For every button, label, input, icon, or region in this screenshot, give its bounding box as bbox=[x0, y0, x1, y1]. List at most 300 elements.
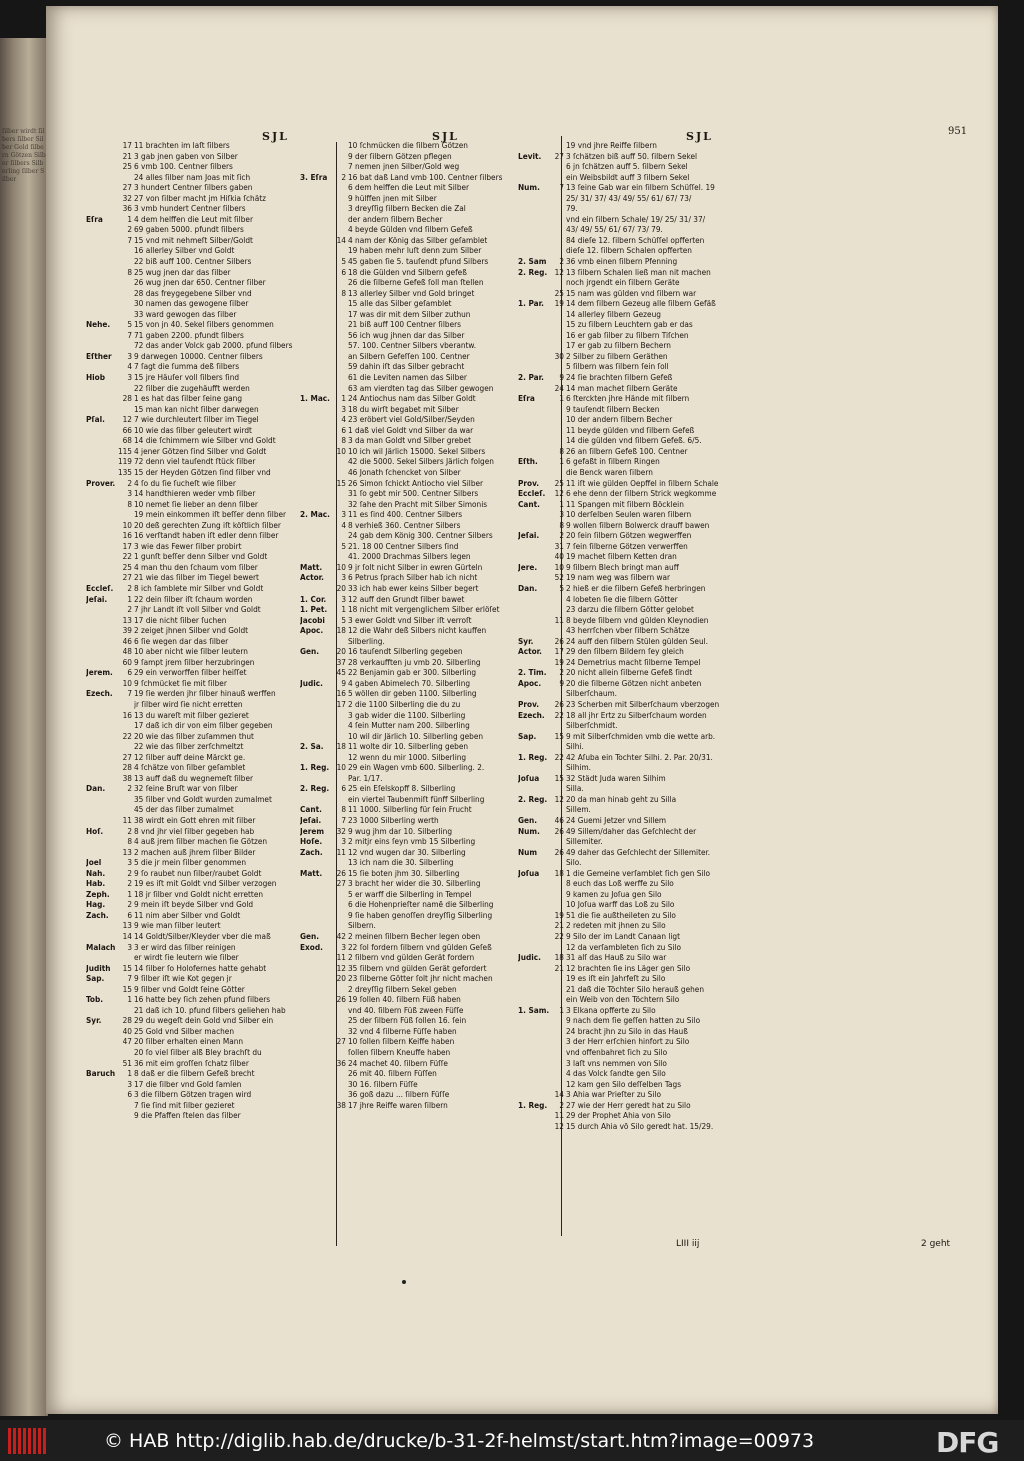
index-entry bbox=[518, 330, 753, 341]
chapter-number bbox=[546, 625, 566, 636]
index-entry bbox=[518, 267, 753, 278]
chapter-number: 6 bbox=[341, 266, 346, 277]
entry-text: 6 die Hohenprieſter namē die Silberling bbox=[348, 899, 494, 910]
book-abbrev bbox=[300, 224, 328, 235]
index-entry bbox=[86, 383, 332, 394]
hab-logo-icon bbox=[8, 1428, 50, 1454]
book-abbrev bbox=[86, 847, 114, 858]
entry-text: 24 Antiochus nam das Silber Goldt bbox=[348, 393, 476, 404]
index-entry bbox=[518, 604, 753, 615]
index-entry bbox=[518, 836, 753, 847]
index-entry bbox=[300, 245, 530, 256]
book-abbrev: Joſua bbox=[518, 772, 540, 783]
book-abbrev bbox=[300, 467, 328, 478]
index-entry bbox=[518, 319, 753, 330]
book-abbrev bbox=[518, 1068, 546, 1079]
index-entry bbox=[518, 351, 753, 362]
index-entry bbox=[518, 340, 753, 351]
index-entry bbox=[300, 1026, 530, 1037]
chapter-number: 11 bbox=[122, 815, 132, 825]
entry-text: 3 dreyſſig ſilbern Becken die Zal bbox=[348, 203, 466, 214]
chapter-number: 16 bbox=[122, 709, 132, 720]
book-abbrev bbox=[518, 541, 546, 552]
book-abbrev bbox=[518, 572, 546, 583]
left-page-edge bbox=[0, 38, 48, 1416]
book-abbrev: Hiob bbox=[86, 372, 106, 383]
chapter-number bbox=[114, 741, 134, 752]
index-entry bbox=[300, 931, 530, 942]
index-entry bbox=[86, 910, 332, 921]
chapter-number: 3 bbox=[341, 836, 346, 847]
index-entry bbox=[86, 203, 332, 214]
entry-text: 6 ehe denn der ſilbern Strick wegkomme bbox=[566, 488, 717, 499]
entry-text: 3 laſt vns nemmen von Silo bbox=[566, 1057, 667, 1068]
index-entry bbox=[518, 224, 753, 235]
book-abbrev bbox=[86, 151, 114, 162]
index-entry bbox=[300, 688, 530, 699]
index-entry bbox=[300, 288, 530, 299]
book-abbrev: Sap. bbox=[518, 730, 537, 741]
book-abbrev bbox=[86, 309, 114, 320]
entry-text: 23 eröbert viel Gold/Silber/Seyden bbox=[348, 414, 475, 425]
index-entry bbox=[518, 551, 753, 562]
entry-text: ein viertel Taubenmiſt fünff Silberling bbox=[348, 793, 485, 804]
index-entry bbox=[300, 973, 530, 984]
chapter-number: 12 bbox=[554, 266, 564, 277]
index-entry bbox=[518, 214, 753, 225]
book-abbrev bbox=[86, 720, 114, 731]
index-entry bbox=[300, 1036, 530, 1047]
index-entry bbox=[86, 361, 332, 372]
chapter-number: 3 bbox=[341, 593, 346, 604]
index-entry bbox=[300, 530, 530, 541]
entry-text: 35 ſilbern vnd gülden Gerät gefordert bbox=[348, 962, 487, 973]
index-entry bbox=[86, 478, 332, 489]
book-abbrev bbox=[518, 615, 546, 626]
index-entry bbox=[86, 330, 332, 341]
chapter-number bbox=[328, 309, 348, 320]
header-right: SJL bbox=[686, 130, 713, 143]
book-abbrev bbox=[300, 214, 328, 225]
book-abbrev bbox=[86, 1058, 114, 1069]
chapter-number: 1 bbox=[127, 593, 132, 604]
entry-text: 19 nam weg was ſilbern war bbox=[566, 572, 671, 583]
book-abbrev bbox=[300, 857, 328, 868]
entry-text: 71 gaben 2200. pfundt ſilbers bbox=[134, 329, 244, 340]
index-entry bbox=[86, 615, 332, 626]
index-entry bbox=[518, 572, 753, 583]
entry-text: 20 die ſilberne Götzen nicht anbeten bbox=[566, 677, 702, 688]
entry-text: 26 wug jnen dar 650. Centner ſilber bbox=[134, 277, 266, 288]
index-entry bbox=[300, 678, 530, 689]
chapter-number: 7 bbox=[127, 329, 132, 340]
entry-text: 32 vnd 4 ſilberne Füſſe haben bbox=[348, 1025, 457, 1036]
chapter-number: 6 bbox=[127, 667, 132, 678]
chapter-number: 12 bbox=[336, 962, 346, 973]
index-entry bbox=[300, 572, 530, 583]
index-entry bbox=[300, 625, 530, 636]
dfg-logo: DFG bbox=[936, 1426, 999, 1459]
book-abbrev bbox=[518, 1079, 546, 1090]
index-entry bbox=[86, 604, 332, 615]
entry-text: 33 ich hab ewer keins Silber begert bbox=[348, 582, 479, 593]
entry-text: 24 Guemi Jetzer vnd Sillem bbox=[566, 815, 667, 825]
chapter-number bbox=[546, 1068, 566, 1079]
chapter-number bbox=[546, 878, 566, 889]
book-abbrev bbox=[518, 172, 546, 183]
book-abbrev bbox=[300, 288, 328, 299]
index-entry bbox=[300, 488, 530, 499]
entry-text: 29 den ſilbern Bildern ſey gleich bbox=[566, 646, 684, 657]
book-abbrev: Eſther bbox=[86, 350, 112, 361]
entry-text: 14 allerley ſilbern Gezeug bbox=[566, 308, 661, 319]
entry-text: 18 all jhr Ertz zu Silberſchaum worden bbox=[566, 709, 707, 720]
entry-text: 24 machet 40. ſilbern Füſſe bbox=[348, 1057, 448, 1068]
book-abbrev bbox=[518, 140, 546, 151]
chapter-number: 25 bbox=[122, 561, 132, 572]
book-abbrev: Eſra bbox=[86, 213, 103, 224]
book-abbrev bbox=[518, 245, 546, 256]
chapter-number: 11 bbox=[554, 614, 564, 625]
index-entry bbox=[518, 1036, 753, 1047]
chapter-number bbox=[328, 245, 348, 256]
index-entry bbox=[86, 741, 332, 752]
book-abbrev bbox=[300, 140, 328, 151]
index-entry bbox=[300, 942, 530, 953]
book-abbrev bbox=[300, 1005, 328, 1016]
chapter-number bbox=[328, 752, 348, 763]
index-entry bbox=[86, 414, 332, 425]
index-entry bbox=[86, 1089, 332, 1100]
copyright-url[interactable]: © HAB http://diglib.hab.de/drucke/b-31-2f-helmst/start.htm?image=00973 bbox=[104, 1430, 815, 1452]
book-abbrev: Eſth. bbox=[518, 456, 538, 467]
chapter-number: 22 bbox=[554, 751, 564, 762]
book-abbrev: 2. Par. bbox=[518, 372, 544, 383]
entry-text: 3 der Herr erſchien hinfort zu Silo bbox=[566, 1036, 690, 1047]
entry-text: dieſe 12. ſilbern Schalen opfferten bbox=[566, 245, 692, 256]
chapter-number: 16 bbox=[122, 530, 132, 541]
book-abbrev bbox=[300, 414, 328, 425]
chapter-number: 17 bbox=[554, 646, 564, 657]
chapter-number bbox=[546, 741, 566, 752]
book-abbrev: Judith bbox=[86, 962, 111, 973]
entry-text: 12 die Wahr deß Silbers nicht kauffen bbox=[348, 625, 487, 636]
book-abbrev: 1. Cor. bbox=[300, 593, 327, 604]
book-abbrev bbox=[518, 361, 546, 372]
index-entry bbox=[518, 942, 753, 953]
entry-text: 20 ſein ſilbern Götzen wegwerffen bbox=[566, 530, 692, 541]
chapter-number bbox=[546, 1058, 566, 1069]
chapter-number: 28 bbox=[122, 393, 132, 404]
book-abbrev bbox=[300, 984, 328, 995]
index-entry bbox=[300, 1047, 530, 1058]
chapter-number: 6 bbox=[127, 909, 132, 920]
chapter-number: 27 bbox=[336, 1036, 346, 1047]
book-abbrev: 1. Mac. bbox=[300, 393, 330, 404]
index-entry bbox=[86, 562, 332, 573]
book-abbrev: Zach. bbox=[86, 909, 109, 920]
index-entry bbox=[86, 667, 332, 678]
chapter-number bbox=[546, 857, 566, 868]
index-entry bbox=[300, 826, 530, 837]
entry-text: 26 an ſilbern Gefeß 100. Centner bbox=[566, 445, 688, 456]
chapter-number: 22 bbox=[554, 931, 564, 942]
entry-text: 12 ſilber auff deine Märckt ge. bbox=[134, 751, 246, 762]
book-abbrev bbox=[518, 857, 546, 868]
chapter-number: 8 bbox=[341, 287, 346, 298]
book-abbrev bbox=[300, 309, 328, 320]
chapter-number: 3 bbox=[341, 572, 346, 583]
chapter-number: 8 bbox=[341, 804, 346, 815]
index-entry bbox=[86, 1036, 332, 1047]
entry-text: 3 hundert Centner ſilbers gaben bbox=[134, 182, 253, 193]
index-entry bbox=[518, 235, 753, 246]
book-abbrev bbox=[300, 963, 328, 974]
book-abbrev: 2. Mac. bbox=[300, 509, 330, 520]
entry-text: 3 bracht her wider die 30. Silberling bbox=[348, 878, 481, 889]
entry-text: 45 der das ſilber zumalmet bbox=[134, 804, 234, 815]
entry-text: 9 der ſilbern Götzen pflegen bbox=[348, 150, 452, 161]
index-entry bbox=[518, 435, 753, 446]
index-entry bbox=[300, 963, 530, 974]
index-entry bbox=[86, 994, 332, 1005]
index-entry bbox=[300, 1089, 530, 1100]
book-abbrev bbox=[518, 351, 546, 362]
index-entry bbox=[518, 488, 753, 499]
book-abbrev bbox=[300, 710, 328, 721]
index-entry bbox=[518, 868, 753, 879]
entry-text: 11 iſt wie gülden Oepffel in ſilbern Schale bbox=[566, 477, 719, 488]
entry-text: 26 die ſilberne Gefeß ſoll man ſtellen bbox=[348, 277, 484, 288]
index-entry bbox=[86, 372, 332, 383]
book-abbrev bbox=[518, 435, 546, 446]
index-entry bbox=[86, 594, 332, 605]
index-entry bbox=[86, 245, 332, 256]
chapter-number: 8 bbox=[559, 445, 564, 456]
index-entry bbox=[518, 1026, 753, 1037]
book-abbrev: 2. Reg. bbox=[300, 783, 330, 794]
entry-text: 22 biß auff 100. Centner Silbers bbox=[134, 256, 252, 267]
index-entry bbox=[518, 530, 753, 541]
book-abbrev bbox=[300, 541, 328, 552]
catchword: 2 geht bbox=[921, 1239, 951, 1249]
chapter-number bbox=[114, 720, 134, 731]
book-abbrev: Gen. bbox=[518, 815, 538, 825]
entry-text: Par. 1/17. bbox=[348, 772, 383, 783]
index-entry bbox=[300, 889, 530, 900]
entry-text: 23 ſilberne Götter ſolt jhr nicht machen bbox=[348, 973, 493, 984]
chapter-number: 19 bbox=[554, 298, 564, 309]
header-middle: SJL bbox=[432, 130, 459, 143]
chapter-number: 15 bbox=[122, 962, 132, 973]
book-abbrev bbox=[86, 646, 114, 657]
index-entry bbox=[300, 847, 530, 858]
entry-text: 16 tauſendt Silberling gegeben bbox=[348, 646, 463, 657]
book-abbrev bbox=[300, 657, 328, 668]
chapter-number bbox=[546, 425, 566, 436]
book-abbrev bbox=[86, 562, 114, 573]
entry-text: 3 er wird das ſilber reinigen bbox=[134, 941, 236, 952]
entry-text: 10 wie das ſilber geleutert wirdt bbox=[134, 424, 252, 435]
chapter-number: 9 bbox=[559, 372, 564, 383]
chapter-number bbox=[546, 172, 566, 183]
entry-text: 25 ein Eſelskopff 8. Silberling bbox=[348, 783, 456, 794]
entry-text: 11 nim aber Silber vnd Goldt bbox=[134, 909, 241, 920]
chapter-number: 32 bbox=[122, 192, 132, 203]
chapter-number bbox=[328, 899, 348, 910]
index-entry bbox=[518, 172, 753, 183]
index-entry bbox=[300, 562, 530, 573]
chapter-number: 1 bbox=[559, 498, 564, 509]
index-entry bbox=[518, 393, 753, 404]
entry-text: 4 dem helffen die Leut mit ſilber bbox=[134, 213, 253, 224]
entry-text: 10 der andern ſilbern Becher bbox=[566, 414, 673, 425]
index-entry bbox=[518, 1079, 753, 1090]
chapter-number: 3 bbox=[341, 941, 346, 952]
index-entry bbox=[518, 773, 753, 784]
chapter-number bbox=[546, 414, 566, 425]
chapter-number: 39 bbox=[122, 625, 132, 636]
entry-text: 14 ſilber ſo Holofernes hatte gehabt bbox=[134, 962, 267, 973]
entry-text: 10 wil dir Järlich 10. Silberling geben bbox=[348, 730, 484, 741]
entry-text: Silberſchaum. bbox=[566, 688, 618, 699]
chapter-number: 5 bbox=[341, 614, 346, 625]
book-abbrev bbox=[518, 1089, 546, 1100]
entry-text: 12 wenn du mir 1000. Silberling bbox=[348, 751, 467, 762]
chapter-number bbox=[114, 245, 134, 256]
index-entry bbox=[86, 467, 332, 478]
entry-text: 5 ſilbern was ſilbern ſein ſoll bbox=[566, 361, 669, 372]
entry-text: 61 die Leviten namen das Silber bbox=[348, 372, 467, 383]
index-entry bbox=[86, 973, 332, 984]
entry-text: 6 gefaßt in ſilbern Ringen bbox=[566, 456, 660, 467]
index-entry bbox=[86, 172, 332, 183]
index-entry bbox=[518, 151, 753, 162]
chapter-number: 25 bbox=[554, 477, 564, 488]
index-entry bbox=[300, 636, 530, 647]
chapter-number bbox=[114, 804, 134, 815]
book-abbrev: 2. Reg. bbox=[518, 266, 548, 277]
book-abbrev bbox=[518, 1026, 546, 1037]
book-abbrev bbox=[300, 752, 328, 763]
index-entry bbox=[300, 541, 530, 552]
index-entry bbox=[300, 1005, 530, 1016]
book-abbrev bbox=[86, 1079, 114, 1090]
entry-text: 9 ſilber vnd Goldt ſeine Götter bbox=[134, 983, 245, 994]
book-abbrev bbox=[518, 214, 546, 225]
book-abbrev: Judic. bbox=[518, 952, 541, 963]
book-abbrev bbox=[300, 404, 328, 415]
book-abbrev: Joſua bbox=[518, 867, 540, 878]
index-entry bbox=[86, 1026, 332, 1037]
chapter-number: 20 bbox=[336, 646, 346, 657]
entry-text: 2 die 1100 Silberling die du zu bbox=[348, 698, 461, 709]
index-entry bbox=[518, 203, 753, 214]
book-abbrev: Prov. bbox=[518, 477, 540, 488]
book-abbrev bbox=[86, 762, 114, 773]
book-abbrev: Dan. bbox=[86, 783, 106, 794]
index-entry bbox=[86, 804, 332, 815]
index-entry bbox=[86, 1058, 332, 1069]
book-abbrev bbox=[86, 172, 114, 183]
book-abbrev: Matt. bbox=[300, 561, 323, 572]
index-entry bbox=[518, 161, 753, 172]
index-entry bbox=[300, 340, 530, 351]
entry-text: 9 nach dem ſie geſſen hatten zu Silo bbox=[566, 1015, 701, 1026]
book-abbrev bbox=[518, 994, 546, 1005]
index-entry bbox=[518, 625, 753, 636]
entry-text: 16 hatte bey ſich zehen pfund ſilbers bbox=[134, 994, 271, 1005]
chapter-number bbox=[546, 762, 566, 773]
chapter-number bbox=[328, 1047, 348, 1058]
chapter-number: 10 bbox=[336, 561, 346, 572]
chapter-number: 9 bbox=[559, 677, 564, 688]
chapter-number: 26 bbox=[554, 846, 564, 857]
chapter-number: 51 bbox=[122, 1057, 132, 1068]
book-abbrev bbox=[518, 657, 546, 668]
entry-text: 9 ſampt jrem ſilber herzubringen bbox=[134, 656, 255, 667]
book-abbrev bbox=[518, 509, 546, 520]
index-entry bbox=[518, 615, 753, 626]
index-entry bbox=[86, 351, 332, 362]
entry-text: Silhim. bbox=[566, 762, 592, 773]
index-entry bbox=[518, 920, 753, 931]
chapter-number: 3 bbox=[127, 857, 132, 868]
book-abbrev bbox=[300, 151, 328, 162]
chapter-number: 12 bbox=[554, 488, 564, 499]
book-abbrev: Actor. bbox=[518, 646, 542, 657]
chapter-number: 10 bbox=[554, 561, 564, 572]
book-abbrev: Hag. bbox=[86, 899, 106, 910]
chapter-number: 15 bbox=[554, 772, 564, 783]
chapter-number bbox=[546, 361, 566, 372]
book-abbrev bbox=[86, 1026, 114, 1037]
chapter-number: 3 bbox=[127, 350, 132, 361]
chapter-number bbox=[328, 499, 348, 510]
entry-text: 10 derſelben Seulen waren ſilbern bbox=[566, 509, 692, 520]
chapter-number: 40 bbox=[122, 1025, 132, 1036]
chapter-number: 2 bbox=[127, 878, 132, 889]
index-entry bbox=[300, 372, 530, 383]
index-entry bbox=[86, 657, 332, 668]
book-abbrev: Jacobi bbox=[300, 614, 325, 625]
chapter-number: 1 bbox=[559, 456, 564, 467]
entry-text: 14 die gülden vnd ſilbern Gefeß. 6/5. bbox=[566, 435, 702, 446]
chapter-number: 40 bbox=[554, 551, 564, 562]
chapter-number bbox=[546, 942, 566, 953]
chapter-number: 3 bbox=[127, 1078, 132, 1089]
entry-text: 22 wie das ſilber zerſchmeltzt bbox=[134, 741, 244, 752]
entry-text: die Benck waren ſilbern bbox=[566, 466, 653, 477]
chapter-number bbox=[328, 910, 348, 921]
index-entry bbox=[86, 752, 332, 763]
entry-text: 15 vnd mit nehmeſt Silber/Goldt bbox=[134, 234, 253, 245]
book-abbrev bbox=[300, 920, 328, 931]
book-abbrev bbox=[86, 615, 114, 626]
entry-text: 3 die ſilbern Götzen tragen wird bbox=[134, 1089, 252, 1100]
entry-text: 18 die Gülden vnd Silbern gefeß bbox=[348, 266, 467, 277]
entry-text: 21 biß auff 100 Centner ſilbers bbox=[348, 319, 461, 330]
book-abbrev: 1. Pet. bbox=[300, 604, 328, 615]
book-abbrev bbox=[518, 319, 546, 330]
entry-text: 12 da verſambleten ſich zu Silo bbox=[566, 941, 681, 952]
index-entry bbox=[300, 319, 530, 330]
index-entry bbox=[86, 762, 332, 773]
chapter-number bbox=[114, 340, 134, 351]
entry-text: 28 verkaufften ju vmb 20. Silberling bbox=[348, 656, 481, 667]
entry-text: 2 meinen ſilbern Becher legen oben bbox=[348, 931, 481, 942]
index-entry bbox=[300, 794, 530, 805]
